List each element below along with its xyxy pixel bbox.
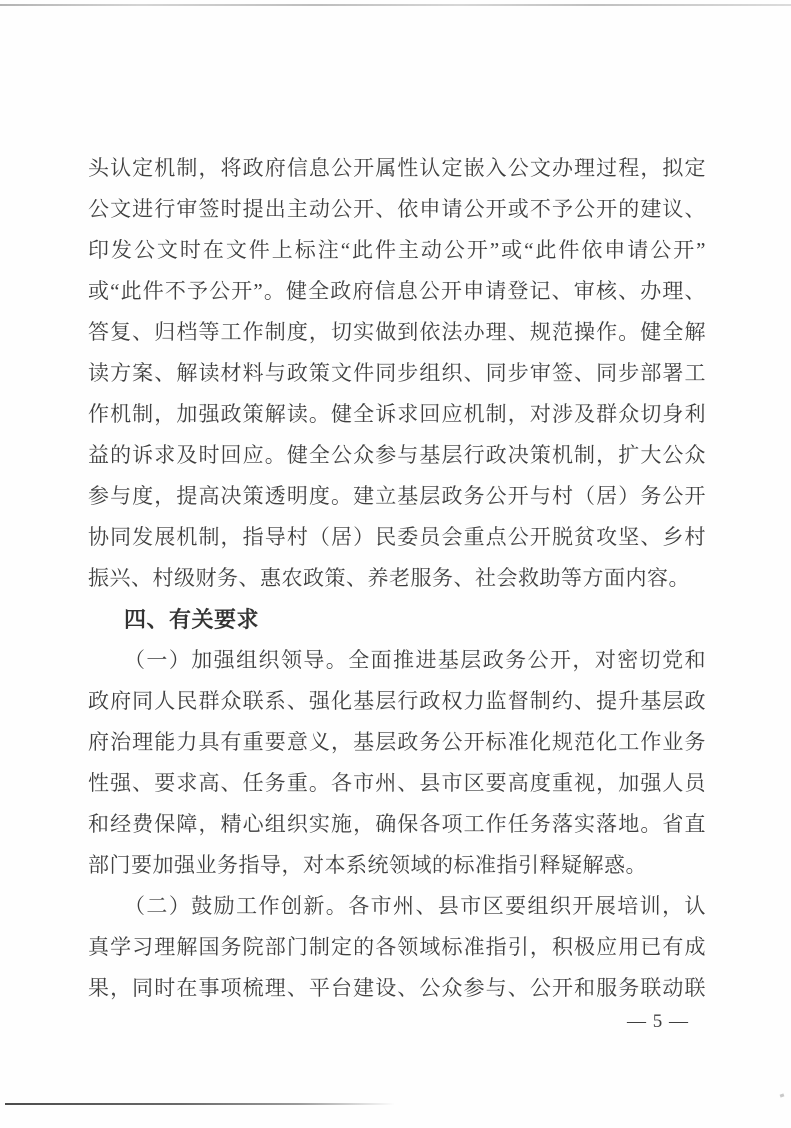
scan-artifact-right-mark — [780, 1093, 785, 1097]
body-line: 印发公文时在文件上标注“此件主动公开”或“此件依申请公开” — [88, 238, 706, 262]
page-number: — 5 — — [627, 1011, 689, 1032]
body-line: 政府同人民群众联系、强化基层行政权力监督制约、提升基层政 — [88, 689, 706, 713]
document-body — [88, 148, 706, 1009]
body-line: 和经费保障，精心组织实施，确保各项工作任务落实落地。省直 — [88, 812, 706, 836]
body-line-paragraph-start: （二）鼓励工作创新。各市州、县市区要组织开展培训，认 — [124, 894, 706, 918]
body-line: 读方案、解读材料与政策文件同步组织、同步审签、同步部署工 — [88, 361, 706, 385]
scan-artifact-bottom-line — [5, 1103, 395, 1105]
section-heading: 四、有关要求 — [124, 607, 260, 632]
body-line: 性强、要求高、任务重。各市州、县市区要高度重视，加强人员 — [88, 771, 706, 795]
body-line-paragraph-start: （一）加强组织领导。全面推进基层政务公开，对密切党和 — [124, 648, 706, 672]
body-line: 真学习理解国务院部门制定的各领域标准指引，积极应用已有成 — [88, 935, 706, 959]
body-line: 参与度，提高决策透明度。建立基层政务公开与村（居）务公开 — [88, 484, 706, 508]
body-line: 或“此件不予公开”。健全政府信息公开申请登记、审核、办理、 — [88, 279, 706, 303]
body-line: 头认定机制，将政府信息公开属性认定嵌入公文办理过程，拟定 — [88, 156, 706, 180]
body-line: 协同发展机制，指导村（居）民委员会重点公开脱贫攻坚、乡村 — [88, 525, 706, 549]
body-line: 益的诉求及时回应。健全公众参与基层行政决策机制，扩大公众 — [88, 443, 706, 467]
body-line: 答复、归档等工作制度，切实做到依法办理、规范操作。健全解 — [88, 320, 706, 344]
body-line: 府治理能力具有重要意义，基层政务公开标准化规范化工作业务 — [88, 730, 706, 754]
body-line: 果，同时在事项梳理、平台建设、公众参与、公开和服务联动联 — [88, 976, 706, 1000]
scan-artifact-top-edge — [0, 4, 791, 6]
body-line-paragraph-end: 振兴、村级财务、惠农政策、养老服务、社会救助等方面内容。 — [88, 566, 690, 590]
body-line-paragraph-end: 部门要加强业务指导，对本系统领域的标准指引释疑解惑。 — [88, 853, 647, 877]
body-line: 作机制，加强政策解读。健全诉求回应机制，对涉及群众切身利 — [88, 402, 706, 426]
body-line: 公文进行审签时提出主动公开、依申请公开或不予公开的建议、 — [88, 197, 706, 221]
